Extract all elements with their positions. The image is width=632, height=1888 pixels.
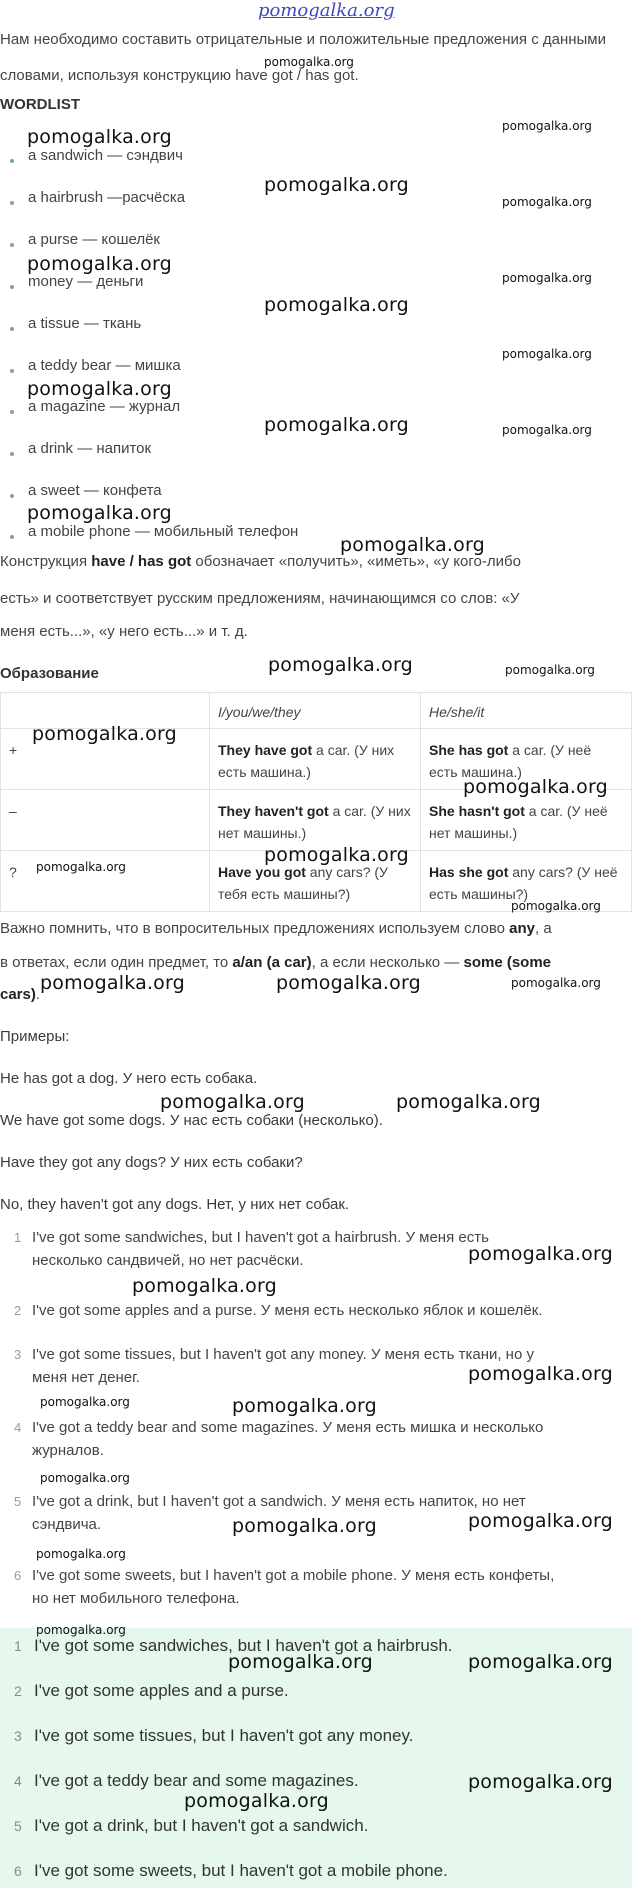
watermark: pomogalka.org	[502, 347, 592, 361]
wordlist-item-text: a sandwich — сэндвич	[28, 147, 183, 164]
watermark: pomogalka.org	[276, 972, 421, 994]
watermark: pomogalka.org	[264, 414, 409, 436]
note-line-3	[0, 986, 40, 1003]
list-text: но нет мобильного телефона.	[32, 1590, 240, 1607]
watermark: pomogalka.org	[264, 55, 354, 69]
table-header-cell: He/she/it	[421, 693, 632, 729]
wordlist-item-text: a teddy bear — мишка	[28, 357, 181, 374]
note-line-2	[0, 954, 551, 971]
list-number: 5	[14, 1818, 22, 1834]
list-text: I've got some sandwiches, but I haven't got a hairbrush. У меня есть	[32, 1229, 489, 1246]
answer-text: I've got some apples and a purse.	[34, 1681, 289, 1700]
list-text: I've got a teddy bear and some magazines. У меня есть мишка и несколько	[32, 1419, 544, 1436]
bullet-icon	[10, 285, 14, 289]
example-line: We have got some dogs. У нас есть собаки (несколько).	[0, 1112, 383, 1129]
wordlist-item-text: a magazine — журнал	[28, 398, 181, 415]
list-number: 4	[14, 1773, 22, 1789]
text: a car. (У них нет машины.)	[218, 803, 411, 841]
list-number: 6	[14, 1568, 22, 1583]
list-text: сэндвича.	[32, 1516, 102, 1533]
wordlist-item	[10, 523, 298, 540]
watermark: pomogalka.org	[511, 976, 601, 990]
examples-label: Примеры:	[0, 1028, 70, 1045]
list-number: 4	[14, 1420, 22, 1435]
watermark: pomogalka.org	[232, 1395, 377, 1417]
watermark: pomogalka.org	[468, 1243, 613, 1265]
watermark: pomogalka.org	[40, 972, 185, 994]
watermark: pomogalka.org	[468, 1363, 613, 1385]
wordlist-item	[10, 273, 143, 290]
answer-text: I've got some tissues, but I haven't got any money.	[34, 1726, 414, 1745]
wordlist-item-text: a drink — напиток	[28, 440, 152, 457]
wordlist-item	[10, 482, 162, 499]
watermark: pomogalka.org	[268, 654, 413, 676]
watermark: pomogalka.org	[264, 294, 409, 316]
construction-line-2: есть» и соответствует русским предложениям, начинающимся со слов: «У	[0, 590, 520, 607]
wordlist-item	[10, 440, 151, 457]
construction-line-3: меня есть...», «у него есть...» и т. д.	[0, 623, 248, 640]
text: в ответах, если один предмет, то	[0, 954, 233, 971]
list-item	[14, 1564, 554, 1610]
list-text: журналов.	[32, 1442, 104, 1459]
answer-item	[14, 1681, 289, 1701]
watermark: pomogalka.org	[468, 1651, 613, 1673]
watermark: pomogalka.org	[27, 378, 172, 400]
watermark: pomogalka.org	[36, 860, 126, 874]
watermark: pomogalka.org	[132, 1275, 277, 1297]
note-line-1	[0, 920, 552, 937]
watermark: pomogalka.org	[32, 723, 177, 745]
bullet-icon	[10, 410, 14, 414]
watermark: pomogalka.org	[505, 663, 595, 677]
list-item	[14, 1299, 543, 1322]
list-number: 3	[14, 1728, 22, 1744]
answer-item	[14, 1861, 448, 1881]
bold-term: They have got	[218, 742, 313, 758]
answer-item	[14, 1726, 413, 1746]
list-number: 1	[14, 1638, 22, 1654]
table-row	[1, 790, 632, 851]
watermark: pomogalka.org	[396, 1091, 541, 1113]
list-number: 2	[14, 1683, 22, 1699]
list-item	[14, 1343, 534, 1389]
list-number: 1	[14, 1230, 22, 1245]
watermark: pomogalka.org	[27, 253, 172, 275]
list-text: I've got some sweets, but I haven't got a mobile phone. У меня есть конфеты,	[32, 1567, 555, 1584]
text: Конструкция	[0, 553, 92, 570]
wordlist-item-text: money — деньги	[28, 273, 144, 290]
watermark: pomogalka.org	[502, 195, 592, 209]
watermark: pomogalka.org	[36, 1547, 126, 1561]
sign-cell: –	[1, 790, 210, 851]
wordlist-item	[10, 231, 160, 248]
bold-term: Have you got	[218, 864, 306, 880]
text: any cars? (У неё есть машины?)	[429, 864, 618, 902]
text: , а	[535, 920, 552, 937]
watermark: pomogalka.org	[264, 174, 409, 196]
text: Важно помнить, что в вопросительных предложениях используем слово	[0, 920, 510, 937]
watermark: pomogalka.org	[511, 899, 601, 913]
wordlist-item	[10, 147, 183, 164]
bold-term: cars)	[0, 986, 36, 1003]
bullet-icon	[10, 494, 14, 498]
list-item	[14, 1416, 543, 1462]
wordlist-item	[10, 357, 181, 374]
table-cell	[421, 790, 632, 851]
watermark: pomogalka.org	[468, 1510, 613, 1532]
bullet-icon	[10, 159, 14, 163]
bold-term: any	[509, 920, 536, 937]
wordlist-item	[10, 315, 141, 332]
watermark: pomogalka.org	[502, 119, 592, 133]
list-text: I've got a drink, but I haven't got a sandwich. У меня есть напиток, но нет	[32, 1493, 526, 1510]
watermark: pomogalka.org	[264, 844, 409, 866]
answer-text: I've got some sandwiches, but I haven't got a hairbrush.	[34, 1636, 453, 1655]
text: a car. (У неё нет машины.)	[429, 803, 608, 841]
watermark: pomogalka.org	[40, 1395, 130, 1409]
wordlist-item-text: a hairbrush —расчёска	[28, 189, 186, 206]
example-line: He has got a dog. У него есть собака.	[0, 1070, 258, 1087]
bullet-icon	[10, 201, 14, 205]
list-text: I've got some apples and a purse. У меня есть несколько яблок и кошелёк.	[32, 1302, 543, 1319]
watermark: pomogalka.org	[27, 126, 172, 148]
table-cell	[210, 790, 421, 851]
text: a car. (У неё есть машина.)	[429, 742, 592, 780]
bullet-icon	[10, 369, 14, 373]
text: .	[35, 986, 41, 1003]
watermark: pomogalka.org	[468, 1771, 613, 1793]
sign-cell: ?	[1, 851, 210, 912]
list-text: несколько сандвичей, но нет расчёски.	[32, 1252, 304, 1269]
wordlist-item-text: a tissue — ткань	[28, 315, 142, 332]
bold-term: She has got	[429, 742, 509, 758]
watermark: pomogalka.org	[36, 1623, 126, 1637]
bold-term: She hasn't got	[429, 803, 525, 819]
table-cell	[210, 729, 421, 790]
answer-text: I've got a teddy bear and some magazines.	[34, 1771, 359, 1790]
watermark: pomogalka.org	[27, 502, 172, 524]
bullet-icon	[10, 327, 14, 331]
answer-item	[14, 1816, 368, 1836]
text: обозначает «получить», «иметь», «у кого-либо	[191, 553, 521, 570]
list-number: 5	[14, 1494, 22, 1509]
example-line: Have they got any dogs? У них есть собаки?	[0, 1154, 303, 1171]
list-number: 2	[14, 1303, 22, 1318]
watermark: pomogalka.org	[184, 1790, 329, 1812]
watermark: pomogalka.org	[502, 423, 592, 437]
site-logo[interactable]: pomogalka.org	[258, 0, 395, 21]
answer-text: I've got a drink, but I haven't got a sandwich.	[34, 1816, 369, 1835]
intro-text: Нам необходимо составить отрицательные и положительные предложения с данными словами, используя конструкцию have got / has got.	[0, 31, 606, 84]
watermark: pomogalka.org	[340, 534, 485, 556]
list-text: I've got some tissues, but I haven't got any money. У меня есть ткани, но у	[32, 1346, 534, 1363]
wordlist-item	[10, 398, 180, 415]
bold-term: have / has got	[91, 553, 192, 570]
wordlist-heading: WORDLIST	[0, 96, 80, 113]
wordlist-item	[10, 189, 185, 206]
list-item	[14, 1226, 489, 1272]
list-number: 3	[14, 1347, 22, 1362]
wordlist-item-text: a purse — кошелёк	[28, 231, 160, 248]
wordlist-item-text: a mobile phone — мобильный телефон	[28, 523, 299, 540]
bullet-icon	[10, 535, 14, 539]
wordlist-item-text: a sweet — конфета	[28, 482, 162, 499]
watermark: pomogalka.org	[40, 1471, 130, 1485]
watermark: pomogalka.org	[232, 1515, 377, 1537]
answer-item	[14, 1771, 359, 1791]
table-header-cell: I/you/we/they	[210, 693, 421, 729]
bold-term: some (some	[463, 954, 552, 971]
watermark: pomogalka.org	[228, 1651, 373, 1673]
bold-term: a/an (a car)	[232, 954, 312, 971]
answer-text: I've got some sweets, but I haven't got a mobile phone.	[34, 1861, 448, 1880]
example-line: No, they haven't got any dogs. Нет, у них нет собак.	[0, 1196, 350, 1213]
watermark: pomogalka.org	[502, 271, 592, 285]
watermark: pomogalka.org	[160, 1091, 305, 1113]
bold-term: They haven't got	[218, 803, 329, 819]
text: any cars? (У тебя есть машины?)	[218, 864, 388, 902]
list-text: меня нет денег.	[32, 1369, 140, 1386]
sign-cell: +	[1, 729, 210, 790]
bullet-icon	[10, 243, 14, 247]
watermark: pomogalka.org	[463, 776, 608, 798]
text: a car. (У них есть машина.)	[218, 742, 395, 780]
formation-heading: Образование	[0, 665, 99, 682]
list-number: 6	[14, 1863, 22, 1879]
bullet-icon	[10, 452, 14, 456]
text: , а если несколько —	[311, 954, 464, 971]
bold-term: Has she got	[429, 864, 509, 880]
